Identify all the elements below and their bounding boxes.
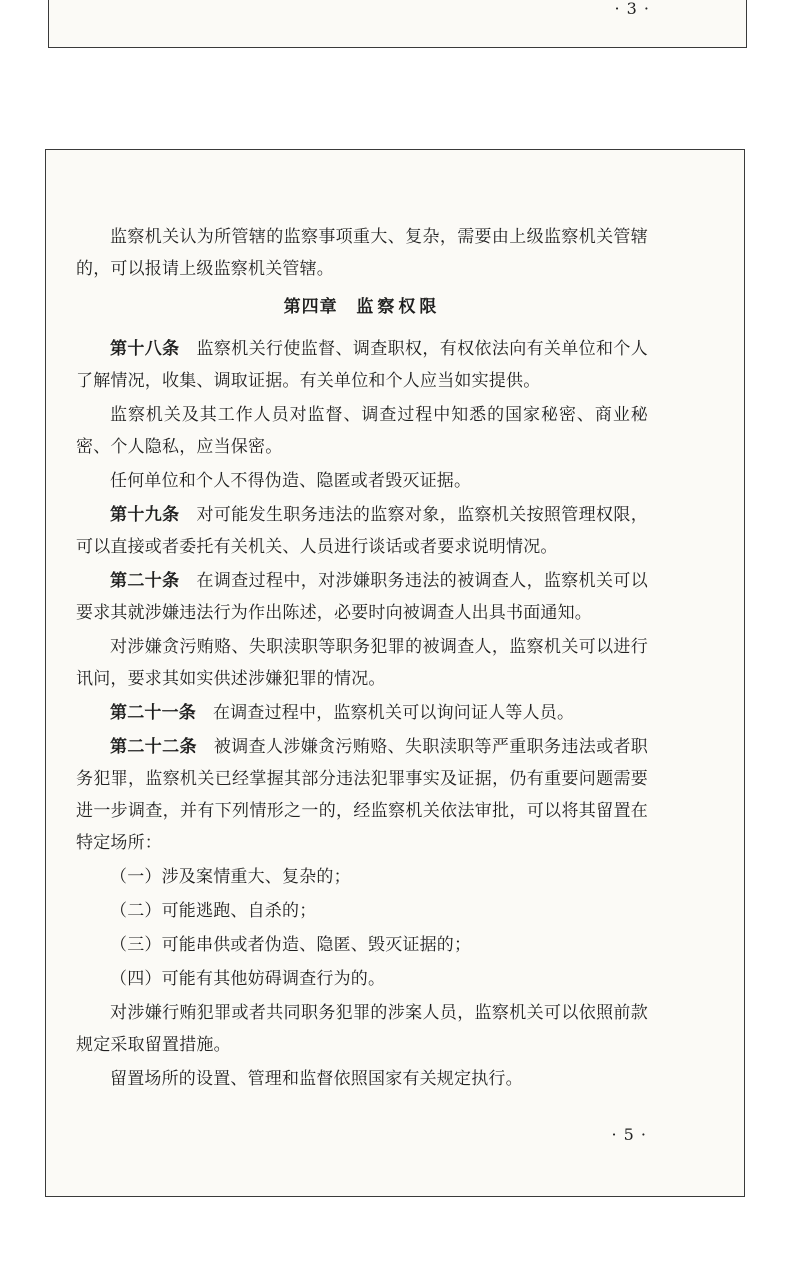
paragraph (76, 631, 648, 695)
page-number: · 3 · (614, 0, 650, 18)
page-number: · 5 · (611, 1125, 647, 1144)
paragraph-text: （一）涉及案情重大、复杂的； (110, 867, 351, 887)
article-number: 第二十一条 (110, 703, 196, 723)
paragraph (76, 997, 648, 1061)
list-item (76, 895, 648, 927)
paragraph-text: 在调查过程中，监察机关可以询问证人等人员。 (213, 703, 575, 723)
paragraph-text: （三）可能串供或者伪造、隐匿、毁灭证据的； (110, 935, 472, 955)
paragraph (76, 399, 648, 463)
paragraph-text: 对涉嫌贪污贿赂、失职渎职等职务犯罪的被调查人，监察机关可以进行讯问，要求其如实供述涉嫌犯罪的情况。 (76, 637, 648, 689)
paragraph-text: （二）可能逃跑、自杀的； (110, 901, 317, 921)
list-item (76, 929, 648, 961)
list-item (76, 861, 648, 893)
article-paragraph (76, 697, 648, 729)
paragraph (76, 465, 648, 497)
paragraph-text: 在调查过程中，对涉嫌职务违法的被调查人，监察机关可以要求其就涉嫌违法行为作出陈述，必要时向被调查人出具书面通知。 (76, 571, 648, 623)
chapter-title: 监察权限 (356, 297, 441, 317)
article-paragraph (76, 565, 648, 629)
paragraph (76, 221, 648, 285)
paragraph-text: 对可能发生职务违法的监察对象，监察机关按照管理权限，可以直接或者委托有关机关、人员进行谈话或者要求说明情况。 (76, 505, 648, 557)
chapter-number: 第四章 (283, 297, 338, 317)
paragraph (76, 1063, 648, 1095)
list-item (76, 963, 648, 995)
paragraph-text: 任何单位和个人不得伪造、隐匿或者毁灭证据。 (110, 471, 472, 491)
article-paragraph (76, 731, 648, 859)
article-paragraph (76, 499, 648, 563)
paragraph-text: 监察机关及其工作人员对监督、调查过程中知悉的国家秘密、商业秘密、个人隐私，应当保密。 (76, 405, 648, 457)
chapter-heading (76, 291, 648, 323)
article-number: 第二十二条 (110, 737, 197, 757)
page-body (76, 221, 648, 1097)
paragraph-text: 对涉嫌行贿犯罪或者共同职务犯罪的涉案人员，监察机关可以依照前款规定采取留置措施。 (76, 1003, 648, 1055)
article-number: 第十九条 (110, 505, 180, 525)
paragraph-text: （四）可能有其他妨碍调查行为的。 (110, 969, 386, 989)
book-page (45, 149, 745, 1197)
paragraph-text: 被调查人涉嫌贪污贿赂、失职渎职等严重职务违法或者职务犯罪，监察机关已经掌握其部分违法犯罪事实及证据，仍有重要问题需要进一步调查，并有下列情形之一的，经监察机关依法审批，可以将其留置在特定场所： (76, 737, 649, 853)
article-number: 第十八条 (110, 339, 180, 359)
article-paragraph (76, 333, 648, 397)
paragraph-text: 留置场所的设置、管理和监督依照国家有关规定执行。 (110, 1069, 523, 1089)
paragraph-text: 监察机关认为所管辖的监察事项重大、复杂，需要由上级监察机关管辖的，可以报请上级监察机关管辖。 (76, 227, 648, 279)
previous-page-fragment (48, 0, 747, 48)
article-number: 第二十条 (110, 571, 180, 591)
paragraph-text: 监察机关行使监督、调查职权，有权依法向有关单位和个人了解情况，收集、调取证据。有关单位和个人应当如实提供。 (76, 339, 648, 391)
